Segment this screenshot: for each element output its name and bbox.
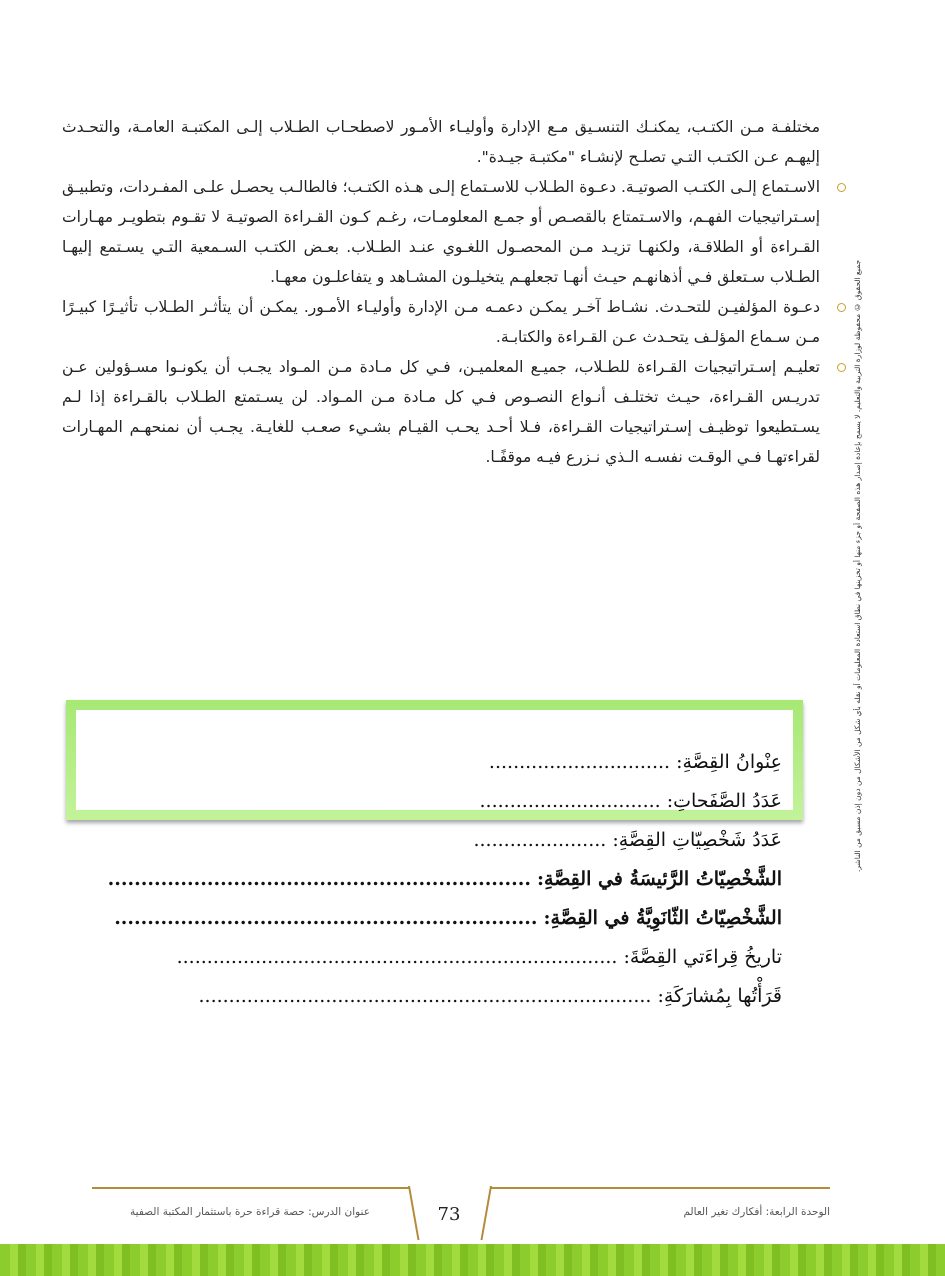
bullet-audio-books: الاسـتماع إلـى الكتـب الصوتيـة. دعـوة الطـلاب للاسـتماع إلـى هـذه الكتـب؛ فالطالـب يحصـل علـى المفـردات، وتطبيـق إسـتراتيجيات الفهـم، والاسـتمتاع بالقصـص أو جمـع المعلومـات، رغـم كـون القـراءة الصوتيـة لا تقـوم بتطويـر مهـارات القـراءة أو الطلاقـة، ولكنهـا تزيـد مـن المحصـول اللغـوي عنـد الطـلاب. بعـض الكتـب السـمعية التـي يسـتمع إليهـا الطـلاب سـتعلق فـي أذهانهـم حيـث أنهـا تجعلهـم يتخيلـون المشـاهد و يتفاعلـون معهـا.: [62, 172, 820, 292]
page-number: 73: [437, 1204, 461, 1225]
footer-lesson-title: عنوان الدرس: حصة قراءة حرة باستثمار المكتبة الصفية: [130, 1206, 370, 1218]
footer-tab-edge-right: [480, 1186, 492, 1240]
copyright-side-note: جميع الحقوق © محفوظة لوزارة التربية والتعليم. لا يسمح بإعادة إصدار هذه الصفحة أو جزء منها أو تخزينها في نطاق استعادة المعلومات أو نقله بأي شكل من الأشكال من دون إذن مسبق من الناشر.: [853, 260, 862, 873]
bullet-icon: [837, 363, 846, 372]
worksheet-row-secondary-characters[interactable]: الشَّخْصِيّاتُ الثّانَوِيَّةُ في القِصَّةِ: ................................................................: [114, 906, 782, 929]
worksheet-form: [92, 742, 782, 1015]
worksheet-row-title[interactable]: عِنْوانُ القِصَّةِ: ..............................: [488, 750, 782, 773]
bullet-icon: [837, 183, 846, 192]
bullet-strategies: تعليـم إسـتراتيجيات القـراءة للطـلاب، جميـع المعلميـن، فـي كل مـادة مـن المـواد يجـب أن يكونـوا مسـؤولين عـن تدريـس القـراءة، حيـث تختلـف أنـواع النصـوص فـي كل مـادة مـن المـواد. لن يسـتمتع الطـلاب بالقـراءة إذا لـم يسـتطيعوا توظيـف إسـتراتيجيات القـراءة، فـلا أحـد يحـب القيـام بشـيء صعـب للغايـة. يجـب أن نمنحهـم المهـارات لقراءتهـا فـي الوقـت نفسـه الـذي نـزرع فيـه موقفًـا.: [62, 352, 820, 472]
bullet-authors: دعـوة المؤلفيـن للتحـدث. نشـاط آخـر يمكـن دعمـه مـن الإدارة وأوليـاء الأمـور. يمكـن أن يتأثـر الطـلاب تأثيـرًا كبيـرًا مـن سـماع المؤلـف يتحـدث عـن القـراءة والكتابـة.: [62, 292, 820, 352]
worksheet-row-reading-date[interactable]: تاريخُ قِراءَتي القِصَّةَ: .........................................................................: [176, 945, 782, 968]
worksheet-row-pages[interactable]: عَدَدُ الصَّفَحاتِ: ..............................: [479, 789, 782, 812]
footer-unit-title: الوحدة الرابعة: أفكارك تغير العالم: [683, 1206, 830, 1218]
bullet-icon: [837, 303, 846, 312]
worksheet-row-character-count[interactable]: عَدَدُ شَخْصِيّاتِ القِصَّةِ: ......................: [473, 828, 782, 851]
worksheet-row-read-with[interactable]: قَرَأْتُها بِمُشارَكَةِ: ...........................................................................: [198, 984, 782, 1007]
worksheet-row-main-characters[interactable]: الشَّخْصِيّاتُ الرَّئيسَةُ في القِصَّةِ: ................................................................: [107, 867, 782, 890]
body-text: [62, 112, 820, 472]
footer-green-strip: [0, 1244, 945, 1276]
footer-divider-left: [92, 1187, 410, 1189]
footer-divider-right: [490, 1187, 830, 1189]
footer-tab-edge-left: [408, 1186, 420, 1240]
intro-paragraph: مختلفـة مـن الكتـب، يمكنـك التنسـيق مـع الإدارة وأوليـاء الأمـور لاصطحـاب الطـلاب إلـى المكتبـة العامـة، والتحـدث إليهـم عـن الكتـب التـي تصلـح لإنشـاء "مكتبـة جيـدة".: [62, 118, 820, 166]
